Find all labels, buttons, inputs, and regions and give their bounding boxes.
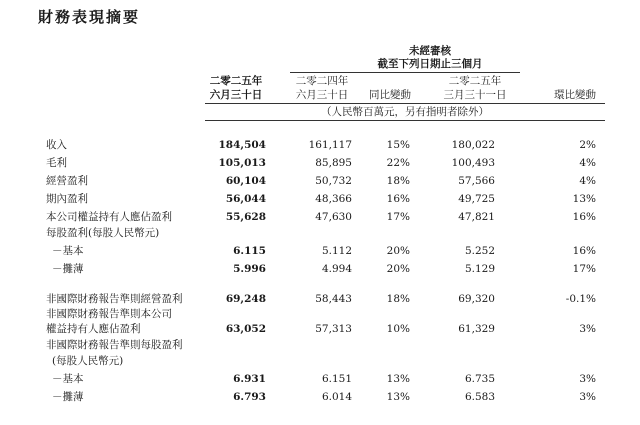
row-label: －基本	[52, 373, 84, 385]
cell-c4: 49,725	[458, 193, 495, 205]
cell-c2: 5.112	[321, 245, 352, 257]
row-label: 非國際財務報告準則經營盈利	[46, 293, 183, 305]
header-period-underline	[290, 72, 520, 73]
cell-c2: 6.014	[321, 391, 352, 403]
cell-c5: 17%	[572, 263, 596, 275]
table-row	[0, 244, 640, 258]
header-unit: （人民幣百萬元，另有指明者除外）	[321, 106, 489, 118]
table-row	[0, 262, 640, 276]
cell-c2: 6.151	[321, 373, 352, 385]
header-col1-line1: 二零二五年	[209, 75, 263, 87]
cell-c2: 57,313	[315, 323, 352, 335]
cell-c4: 47,821	[458, 211, 495, 223]
cell-c3: 16%	[386, 193, 410, 205]
header-col2-line2: 六月三十日	[295, 89, 349, 101]
table-row	[0, 226, 640, 240]
table-row	[0, 322, 640, 336]
cell-c3: 13%	[386, 373, 410, 385]
cell-c4: 6.735	[464, 373, 495, 385]
table-row	[0, 390, 640, 404]
cell-c1: 6.115	[233, 245, 266, 257]
header-col4-line1: 二零二五年	[448, 75, 502, 87]
cell-c5: -0.1%	[565, 293, 596, 305]
cell-c2: 50,732	[315, 175, 352, 187]
cell-c3: 18%	[386, 293, 410, 305]
cell-c5: 16%	[572, 245, 596, 257]
cell-c3: 20%	[386, 245, 410, 257]
cell-c2: 47,630	[315, 211, 352, 223]
header-col5: 環比變動	[554, 89, 596, 101]
cell-c1: 69,248	[225, 293, 266, 305]
cell-c5: 2%	[579, 139, 596, 151]
cell-c1: 55,628	[225, 211, 266, 223]
cell-c2: 161,117	[308, 139, 352, 151]
cell-c4: 5.252	[464, 245, 495, 257]
table-row	[0, 338, 640, 352]
cell-c4: 5.129	[464, 263, 495, 275]
header-col4-line2: 三月三十一日	[443, 89, 507, 101]
cell-c5: 13%	[572, 193, 596, 205]
cell-c4: 100,493	[451, 157, 495, 169]
header-columns-underline	[205, 103, 605, 104]
cell-c4: 6.583	[464, 391, 495, 403]
row-label: 非國際財務報告準則每股盈利	[46, 339, 183, 351]
cell-c4: 57,566	[458, 175, 495, 187]
cell-c2: 85,895	[315, 157, 352, 169]
page-title: 財務表現摘要	[38, 8, 141, 26]
header-col2-line1: 二零二四年	[295, 75, 349, 87]
row-label: －基本	[52, 245, 84, 257]
cell-c4: 69,320	[458, 293, 495, 305]
cell-c1: 184,504	[218, 139, 266, 151]
cell-c3: 20%	[386, 263, 410, 275]
cell-c3: 10%	[386, 323, 410, 335]
row-label: 每股盈利(每股人民幣元)	[46, 227, 160, 239]
cell-c1: 105,013	[218, 157, 266, 169]
cell-c3: 18%	[386, 175, 410, 187]
cell-c1: 63,052	[225, 323, 266, 335]
cell-c3: 13%	[386, 391, 410, 403]
row-label: 非國際財務報告準則本公司	[46, 308, 172, 320]
cell-c5: 3%	[579, 323, 596, 335]
cell-c5: 4%	[579, 175, 596, 187]
cell-c1: 6.931	[233, 373, 266, 385]
header-period: 截至下列日期止三個月	[377, 58, 483, 70]
table-row	[0, 174, 640, 188]
row-label: 期內盈利	[46, 193, 88, 205]
header-col3: 同比變動	[369, 89, 411, 101]
table-row	[0, 192, 640, 206]
table-row	[0, 210, 640, 224]
row-label: －攤薄	[52, 391, 84, 403]
cell-c3: 17%	[386, 211, 410, 223]
row-label: 收入	[46, 139, 67, 151]
cell-c5: 16%	[572, 211, 596, 223]
row-label: 毛利	[46, 157, 67, 169]
row-label: 本公司權益持有人應佔盈利	[46, 211, 172, 223]
row-label: (每股人民幣元)	[52, 355, 124, 367]
row-label: －攤薄	[52, 263, 84, 275]
table-row	[0, 138, 640, 152]
cell-c3: 15%	[386, 139, 410, 151]
table-row	[0, 372, 640, 386]
header-col1-line2: 六月三十日	[209, 89, 263, 101]
cell-c2: 58,443	[315, 293, 352, 305]
cell-c2: 4.994	[321, 263, 352, 275]
header-unit-underline	[205, 120, 605, 121]
cell-c1: 60,104	[225, 175, 266, 187]
cell-c3: 22%	[386, 157, 410, 169]
table-row	[0, 354, 640, 368]
cell-c4: 61,329	[458, 323, 495, 335]
table-row	[0, 156, 640, 170]
cell-c1: 6.793	[233, 391, 266, 403]
table-row	[0, 307, 640, 321]
cell-c4: 180,022	[451, 139, 495, 151]
cell-c1: 5.996	[233, 263, 266, 275]
cell-c5: 3%	[579, 391, 596, 403]
cell-c2: 48,366	[315, 193, 352, 205]
cell-c5: 4%	[579, 157, 596, 169]
cell-c1: 56,044	[225, 193, 266, 205]
row-label: 權益持有人應佔盈利	[46, 323, 141, 335]
cell-c5: 3%	[579, 373, 596, 385]
table-row	[0, 292, 640, 306]
row-label: 經營盈利	[46, 175, 88, 187]
header-unaudited: 未經審核	[409, 45, 451, 57]
